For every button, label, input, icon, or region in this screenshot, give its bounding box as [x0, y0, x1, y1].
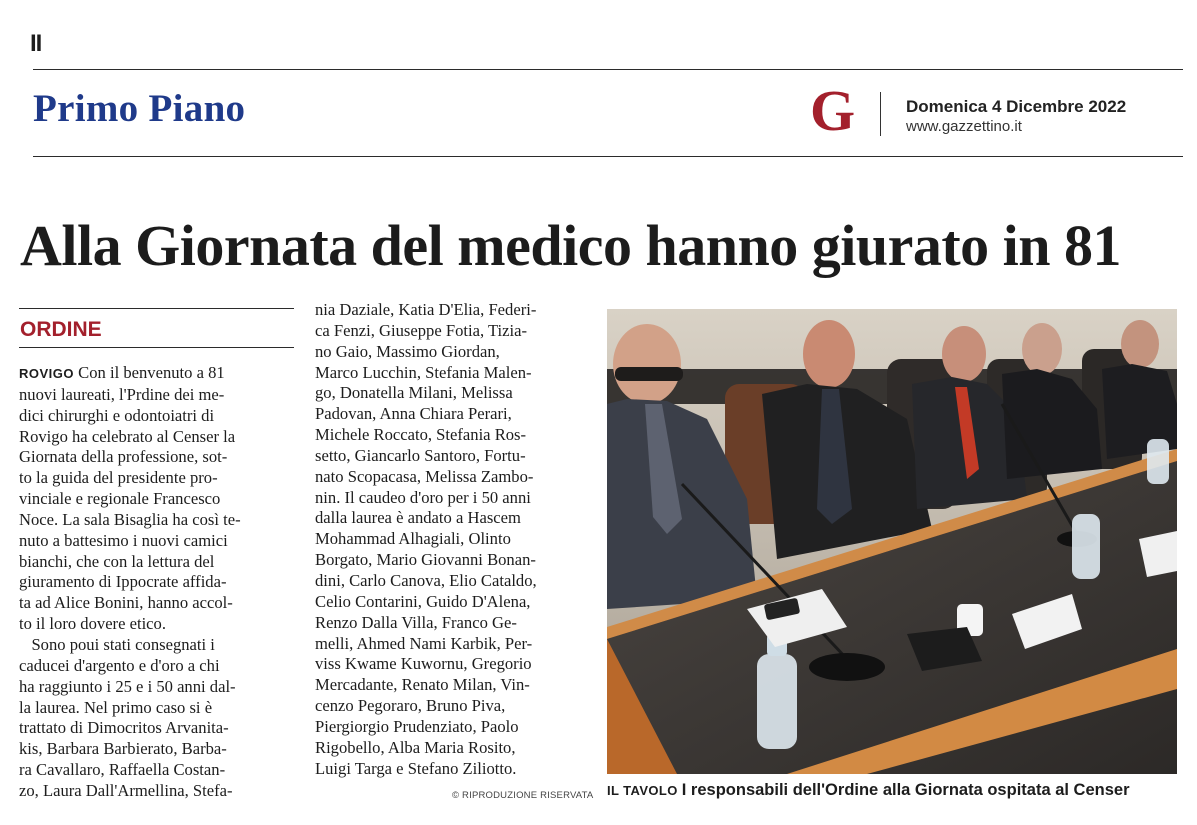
- issue-date: Domenica 4 Dicembre 2022: [906, 97, 1127, 116]
- text-line: Renzo Dalla Villa, Franco Ge-: [315, 612, 517, 632]
- text-line: dici chirurghi e odontoiatri di: [19, 405, 215, 425]
- text-line: viss Kwame Kuwornu, Gregorio: [315, 654, 532, 674]
- text-line: go, Donatella Milani, Melissa: [315, 383, 513, 403]
- text-line: nin. Il caudeo d'oro per i 50 anni: [315, 487, 531, 507]
- text-line: bianchi, che con la lettura del: [19, 551, 215, 571]
- caption-text: I responsabili dell'Ordine alla Giornata ospitata al Censer: [681, 781, 1130, 799]
- text-line: Celio Contarini, Guido D'Alena,: [315, 591, 531, 611]
- text-line: Marco Lucchin, Stefania Malen-: [315, 362, 532, 382]
- text-line: caducei d'argento e d'oro a chi: [19, 655, 220, 675]
- text-line: Sono poui stati consegnati i: [19, 634, 215, 654]
- text-line: nato Scopacasa, Melissa Zambo-: [315, 466, 534, 486]
- masthead-rule: [33, 156, 1183, 157]
- text-line: melli, Ahmed Nami Karbik, Per-: [315, 633, 533, 653]
- text-line: ha raggiunto i 25 e i 50 anni dal-: [19, 676, 236, 696]
- text-line: Borgato, Mario Giovanni Bonan-: [315, 550, 536, 570]
- text-line: Luigi Targa e Stefano Ziliotto.: [315, 758, 517, 778]
- text-line: ca Fenzi, Giuseppe Fotia, Tizia-: [315, 320, 527, 340]
- article-kicker: ORDINE: [20, 318, 102, 341]
- text-line: ta ad Alice Bonini, hanno accol-: [19, 593, 233, 613]
- text-line: no Gaio, Massimo Giordan,: [315, 341, 500, 361]
- text-line: Con il benvenuto a 81: [74, 363, 225, 382]
- text-line: cenzo Pegoraro, Bruno Piva,: [315, 696, 506, 716]
- text-line: trattato di Dimocritos Arvanita-: [19, 718, 229, 738]
- text-line: kis, Barbara Barbierato, Barba-: [19, 739, 227, 759]
- photo-caption: [607, 781, 1130, 800]
- article-column-2: [315, 300, 587, 779]
- copyright-notice: © RIPRODUZIONE RISERVATA: [452, 790, 594, 801]
- text-line: la laurea. Nel primo caso si è: [19, 697, 213, 717]
- text-line: Piergiorgio Prudenziato, Paolo: [315, 716, 519, 736]
- text-line: dalla laurea è andato a Hascem: [315, 508, 521, 528]
- text-line: Rovigo ha celebrato al Censer la: [19, 426, 236, 446]
- text-line: Michele Roccato, Stefania Ros-: [315, 425, 527, 445]
- text-line: nuovi laureati, l'Prdine dei me-: [19, 384, 225, 404]
- caption-label: IL TAVOLO: [607, 783, 678, 798]
- newspaper-logo: G: [810, 78, 856, 143]
- dateline-city: ROVIGO: [19, 366, 75, 381]
- first-line: [19, 363, 297, 385]
- text-line: ra Cavallaro, Raffaella Costan-: [19, 760, 226, 780]
- top-rule: [33, 69, 1183, 70]
- text-line: setto, Giancarlo Santoro, Fortu-: [315, 445, 526, 465]
- text-line: Padovan, Anna Chiara Perari,: [315, 404, 512, 424]
- kicker-top-rule: [19, 308, 294, 309]
- article-headline: Alla Giornata del medico hanno giurato in 81: [20, 213, 1122, 278]
- article-column-1: [19, 363, 297, 802]
- text-line: vinciale e regionale Francesco: [19, 489, 221, 509]
- text-line: Mohammad Alhagiali, Olinto: [315, 529, 511, 549]
- text-line: to la guida del presidente pro-: [19, 468, 218, 488]
- section-title: Primo Piano: [33, 87, 246, 130]
- text-line: nia Daziale, Katia D'Elia, Federi-: [315, 300, 537, 319]
- masthead-divider: [880, 92, 881, 136]
- kicker-bottom-rule: [19, 347, 294, 348]
- text-line: Giornata della professione, sot-: [19, 447, 228, 467]
- text-line: Rigobello, Alba Maria Rosito,: [315, 737, 516, 757]
- text-line: dini, Carlo Canova, Elio Cataldo,: [315, 570, 537, 590]
- article-photo: [607, 309, 1177, 774]
- text-line: to il loro dovere etico.: [19, 614, 166, 634]
- photo-illustration: [607, 309, 1177, 774]
- text-line: Noce. La sala Bisaglia ha così te-: [19, 509, 241, 529]
- page-marker: II: [30, 30, 42, 57]
- text-line: giuramento di Ippocrate affida-: [19, 572, 227, 592]
- website-link[interactable]: www.gazzettino.it: [906, 118, 1022, 135]
- text-line: zo, Laura Dall'Armellina, Stefa-: [19, 780, 233, 800]
- text-line: nuto a battesimo i nuovi camici: [19, 530, 228, 550]
- text-line: Mercadante, Renato Milan, Vin-: [315, 675, 530, 695]
